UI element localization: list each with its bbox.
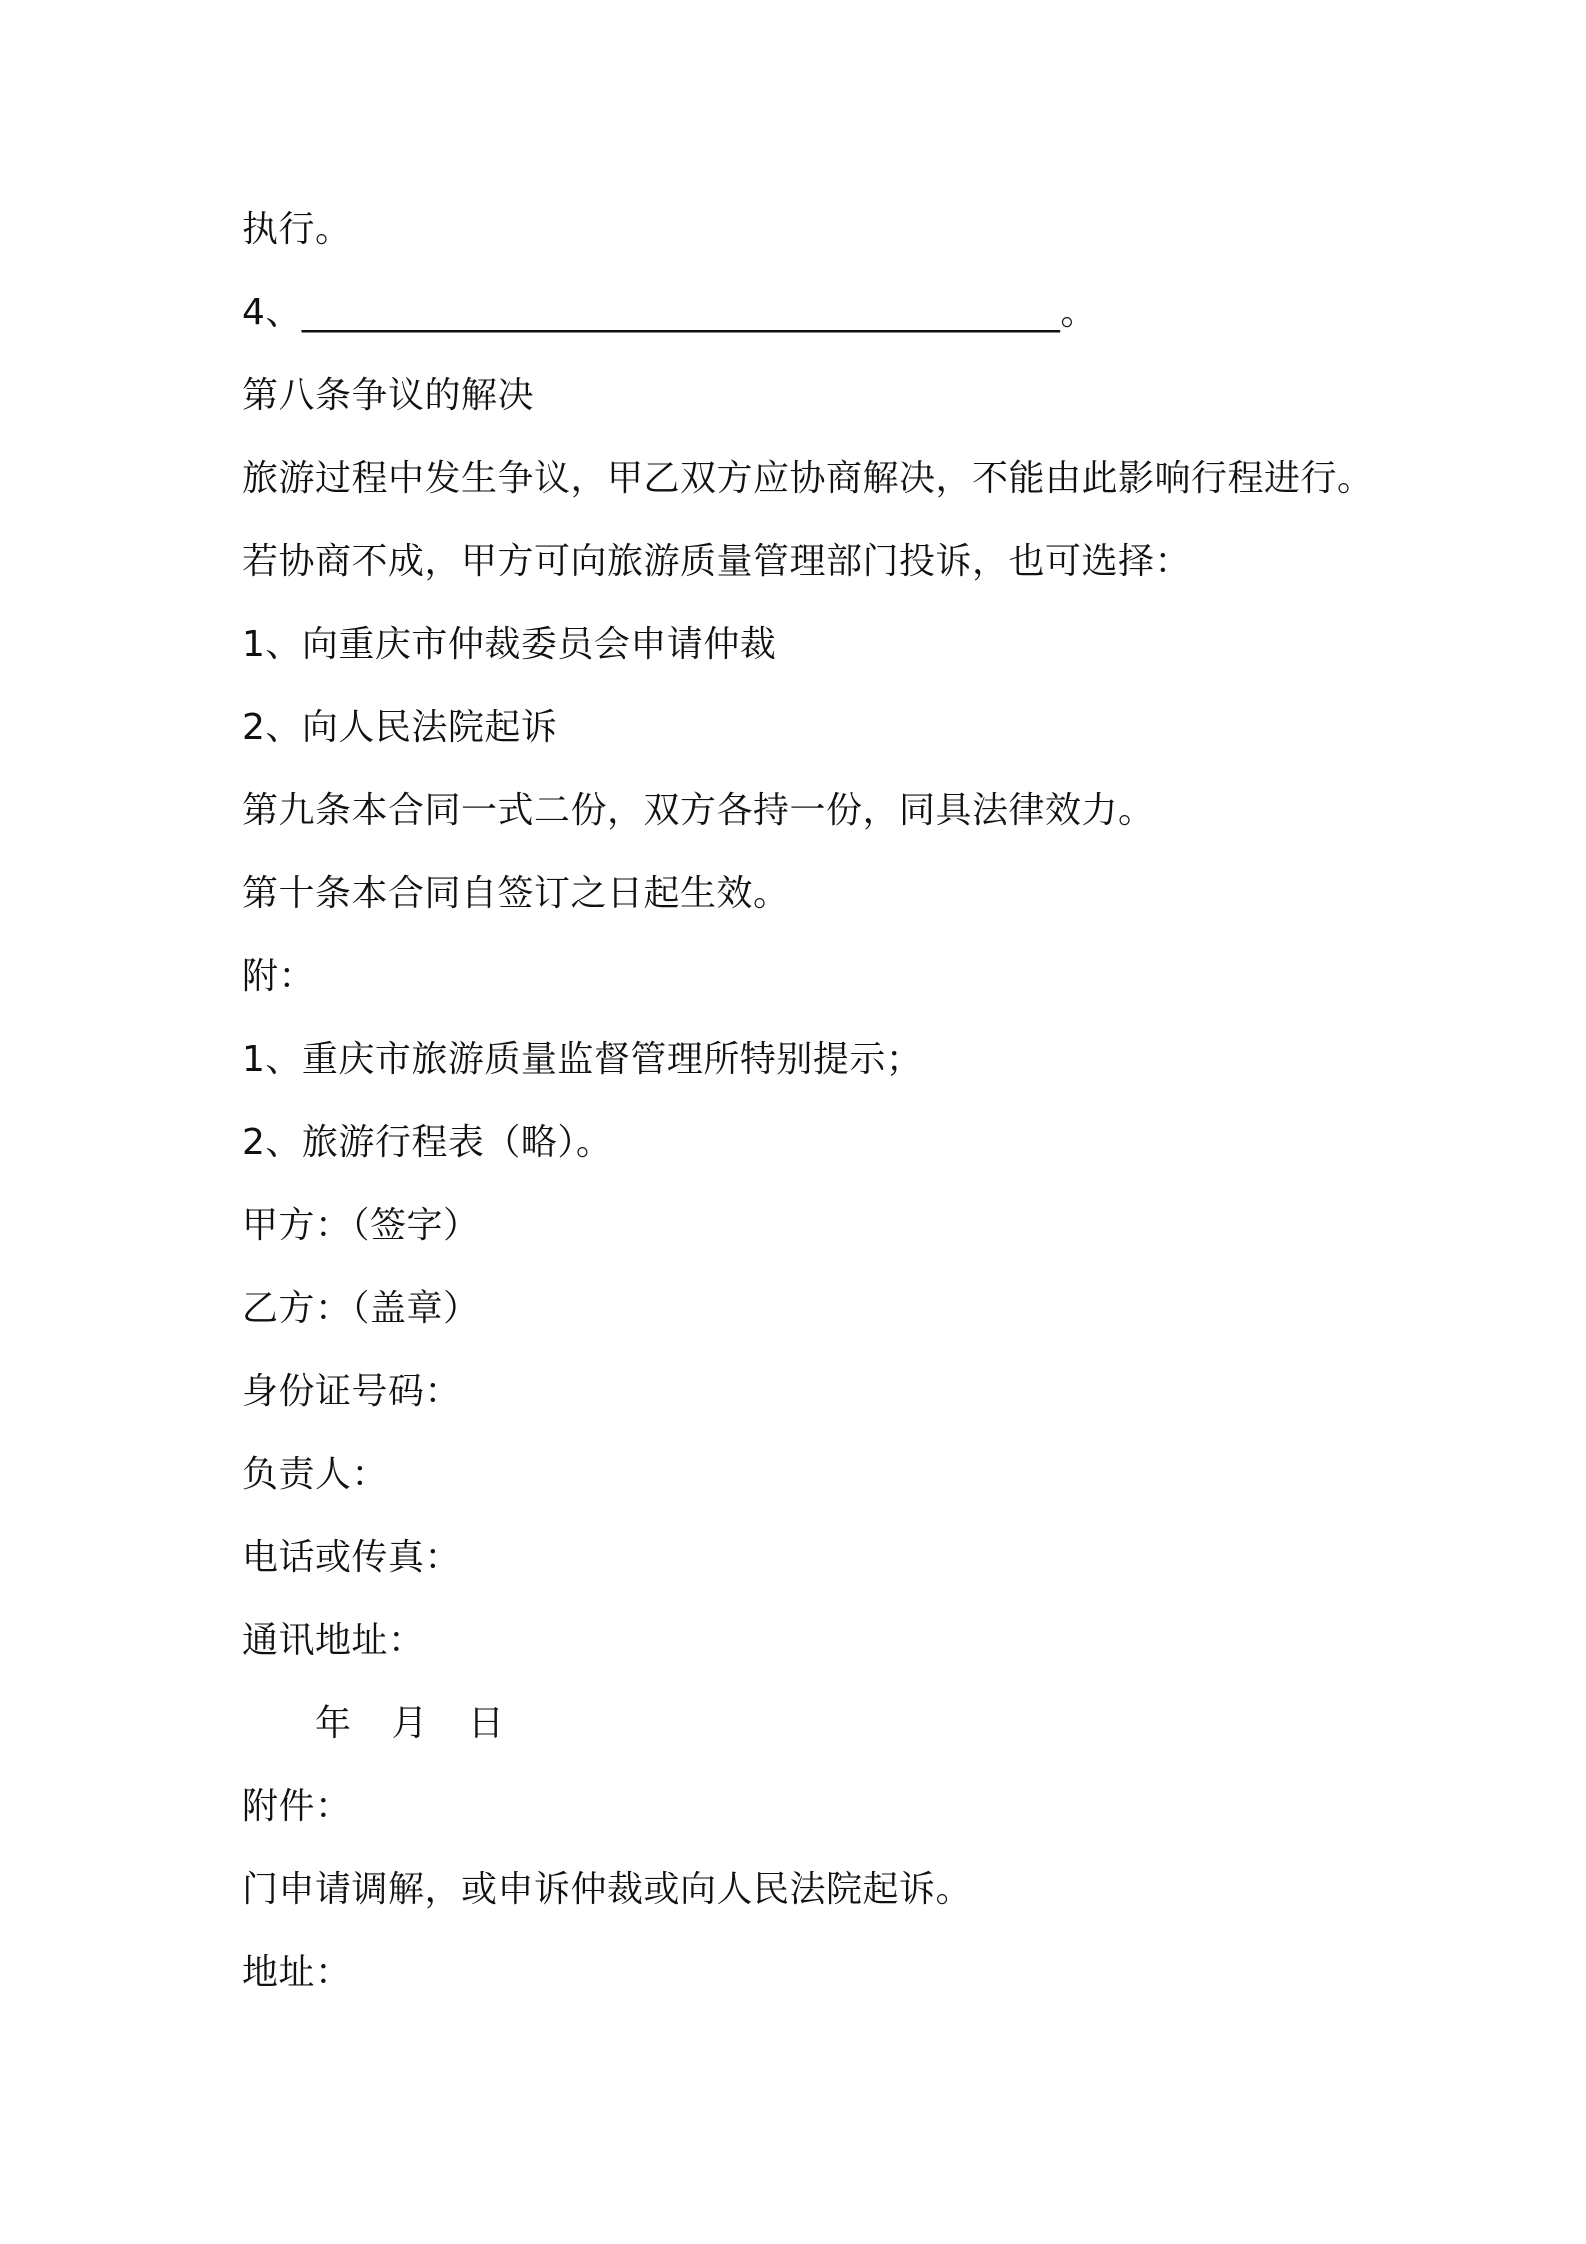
text-line: 门申请调解，或申诉仲裁或向人民法院起诉。 xyxy=(242,1869,973,1910)
phone-fax-field: 电话或传真： xyxy=(242,1537,462,1578)
list-item: 2、向人民法院起诉 xyxy=(242,707,558,748)
address-field: 通讯地址： xyxy=(242,1620,425,1661)
list-item: 1、向重庆市仲裁委员会申请仲裁 xyxy=(242,624,777,665)
list-item: 1、重庆市旅游质量监督管理所特别提示； xyxy=(242,1039,923,1080)
responsible-person-field: 负责人： xyxy=(242,1454,389,1495)
text-line: 若协商不成，甲方可向旅游质量管理部门投诉，也可选择： xyxy=(242,541,1192,582)
party-a-signature: 甲方：（签字） xyxy=(242,1205,480,1246)
date-line xyxy=(315,1700,505,1748)
address-label: 地址： xyxy=(242,1952,352,1993)
article-9: 第九条本合同一式二份，双方各持一份，同具法律效力。 xyxy=(242,790,1155,831)
date-day: 日 xyxy=(468,1703,505,1744)
attachment-label: 附件： xyxy=(242,1786,352,1827)
text-line-blank-item-4: 4、_________________________________________。 xyxy=(242,292,1097,333)
date-month: 月 xyxy=(391,1703,429,1744)
text-line: 执行。 xyxy=(242,209,352,250)
appendix-label: 附： xyxy=(242,956,316,997)
date-year: 年 xyxy=(315,1703,352,1744)
party-b-seal: 乙方：（盖章） xyxy=(242,1288,480,1329)
article-10: 第十条本合同自签订之日起生效。 xyxy=(242,873,790,914)
text-line: 旅游过程中发生争议，甲乙双方应协商解决，不能由此影响行程进行。 xyxy=(242,458,1374,499)
list-item: 2、旅游行程表（略）。 xyxy=(242,1122,613,1163)
article-8-heading: 第八条争议的解决 xyxy=(242,375,535,416)
id-number-field: 身份证号码： xyxy=(242,1371,462,1412)
